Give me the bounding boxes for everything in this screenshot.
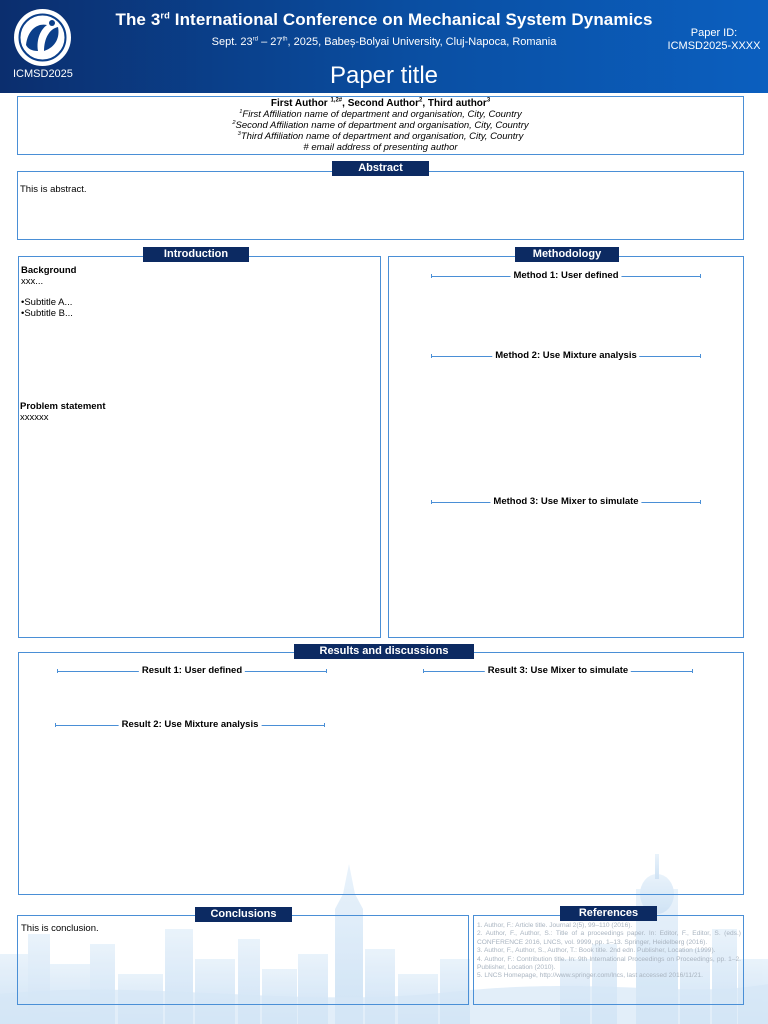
method-2-heading: Method 2: Use Mixture analysis bbox=[431, 350, 701, 362]
results-section bbox=[18, 652, 744, 895]
result-1-heading: Result 1: User defined bbox=[57, 665, 327, 677]
methodology-section bbox=[388, 256, 744, 638]
reference-item: 1. Author, F.: Article title. Journal 2(5), 99–110 (2016). bbox=[477, 922, 633, 929]
paper-id-value: ICMSD2025-XXXX bbox=[667, 40, 761, 52]
method-3-heading: Method 3: Use Mixer to simulate bbox=[431, 496, 701, 508]
author-names: First Author $^{1,2\#}$, Second Author$^2$, Third author$^3$ bbox=[270, 97, 491, 109]
results-heading: Results and discussions bbox=[294, 644, 474, 659]
method-1-heading: Method 1: User defined bbox=[431, 270, 701, 282]
reference-item: 2. Author, F., Author, S.: Title of a proceedings paper. In: Editor, F., Editor, S. (eds.) CONFERENCE 2016, LNCS, vol. 9999, pp. 1–13. Springer, Heidelberg (2016). bbox=[477, 930, 741, 946]
reference-item: 3. Author, F., Author, S., Author, T.: Book title. 2nd edn. Publisher, Location (1999). bbox=[477, 947, 716, 955]
poster-header bbox=[0, 0, 768, 93]
conclusion-text: This is conclusion. bbox=[21, 923, 99, 934]
presenter-email: # email address of presenting author bbox=[303, 142, 458, 153]
affiliation-1: $^1$First Affiliation name of department and organisation, City, Country bbox=[239, 108, 522, 120]
abstract-heading: Abstract bbox=[332, 161, 429, 176]
conclusions-section bbox=[17, 915, 469, 1005]
reference-item: 4. Author, F.: Contribution title. In: 9th International Proceedings on Proceedings, pp. 1–2. Publisher, Location (2010). bbox=[477, 955, 741, 972]
subtitle-b: •Subtitle B... bbox=[21, 308, 73, 319]
reference-item: 5. LNCS Homepage, http://www.springer.com/lncs, last accessed 2016/11/21. bbox=[477, 972, 704, 980]
paper-id bbox=[666, 27, 762, 53]
affiliation-3: $^3$Third Affiliation name of department and organisation, City, Country bbox=[237, 130, 524, 142]
authors-block bbox=[17, 96, 744, 155]
problem-statement-heading: Problem statement bbox=[20, 401, 106, 412]
methodology-heading: Methodology bbox=[515, 247, 619, 262]
abstract-text: This is abstract. bbox=[20, 184, 87, 195]
result-2-heading: Result 2: Use Mixture analysis bbox=[55, 719, 325, 731]
logo-caption: ICMSD2025 bbox=[13, 68, 73, 80]
background-heading: Background bbox=[21, 265, 77, 276]
conclusions-heading: Conclusions bbox=[195, 907, 292, 922]
introduction-section bbox=[18, 256, 381, 638]
references-heading: References bbox=[560, 906, 657, 921]
paper-title: Paper title bbox=[329, 62, 439, 89]
subtitle-a: •Subtitle A... bbox=[21, 297, 73, 308]
affiliation-2: $^2$Second Affiliation name of department and organisation, City, Country bbox=[232, 119, 529, 131]
conference-dates-venue: Sept. 23rd – 27th, 2025, Babeș-Bolyai University, Cluj-Napoca, Romania bbox=[211, 36, 557, 48]
introduction-heading: Introduction bbox=[143, 247, 249, 262]
result-3-heading: Result 3: Use Mixer to simulate bbox=[423, 665, 693, 677]
abstract-section bbox=[17, 171, 744, 240]
paper-id-label: Paper ID: bbox=[690, 27, 738, 39]
reference-list bbox=[477, 922, 741, 981]
problem-statement-text: xxxxxx bbox=[20, 412, 49, 423]
conference-title: The 3rd International Conference on Mechanical System Dynamics bbox=[115, 10, 653, 29]
background-text: xxx... bbox=[21, 276, 44, 287]
